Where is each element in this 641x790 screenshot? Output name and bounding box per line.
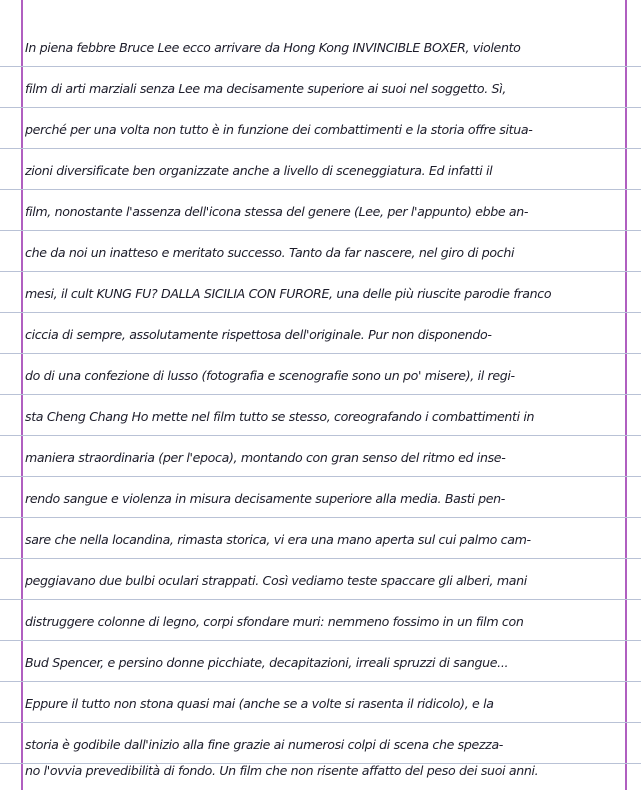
text-line: che da noi un inatteso e meritato successo. Tanto da far nascere, nel giro di pochi — [25, 245, 515, 260]
text-line: do di una confezione di lusso (fotografia e scenografie sono un po' misere), il regi- — [25, 368, 515, 383]
text-line: In piena febbre Bruce Lee ecco arrivare da Hong Kong INVINCIBLE BOXER, violento — [25, 40, 521, 55]
text-line: Eppure il tutto non stona quasi mai (anche se a volte si rasenta il ridicolo), e la — [25, 696, 494, 711]
text-line: storia è godibile dall'inizio alla fine grazie ai numerosi colpi di scena che spezza- — [25, 737, 504, 752]
text-line: perché per una volta non tutto è in funzione dei combattimenti e la storia offre situa- — [25, 122, 533, 137]
text-line: mesi, il cult KUNG FU? DALLA SICILIA CON FURORE, una delle più riuscite parodie franco — [25, 286, 552, 301]
text-line: distruggere colonne di legno, corpi sfondare muri: nemmeno fossimo in un film con — [25, 614, 524, 629]
text-line: film, nonostante l'assenza dell'icona stessa del genere (Lee, per l'appunto) ebbe an- — [25, 204, 529, 219]
text-line: sta Cheng Chang Ho mette nel film tutto se stesso, coreografando i combattimenti in — [25, 409, 535, 424]
text-line: peggiavano due bulbi oculari strappati. Così vediamo teste spaccare gli alberi, mani — [25, 573, 527, 588]
text-line: maniera straordinaria (per l'epoca), montando con gran senso del ritmo ed inse- — [25, 450, 506, 465]
text-line: no l'ovvia prevedibilità di fondo. Un film che non risente affatto del peso dei suoi anni. — [25, 763, 539, 778]
text-line: rendo sangue e violenza in misura decisamente superiore alla media. Basti pen- — [25, 491, 505, 506]
left-margin-line — [21, 0, 23, 790]
text-line: Bud Spencer, e persino donne picchiate, decapitazioni, irreali spruzzi di sangue... — [25, 655, 509, 670]
right-margin-line — [625, 0, 627, 790]
text-line: film di arti marziali senza Lee ma decisamente superiore ai suoi nel soggetto. Sì, — [25, 81, 506, 96]
text-line: sare che nella locandina, rimasta storica, vi era una mano aperta sul cui palmo cam- — [25, 532, 531, 547]
text-line: zioni diversificate ben organizzate anche a livello di sceneggiatura. Ed infatti il — [25, 163, 493, 178]
text-line: ciccia di sempre, assolutamente rispettosa dell'originale. Pur non disponendo- — [25, 327, 492, 342]
